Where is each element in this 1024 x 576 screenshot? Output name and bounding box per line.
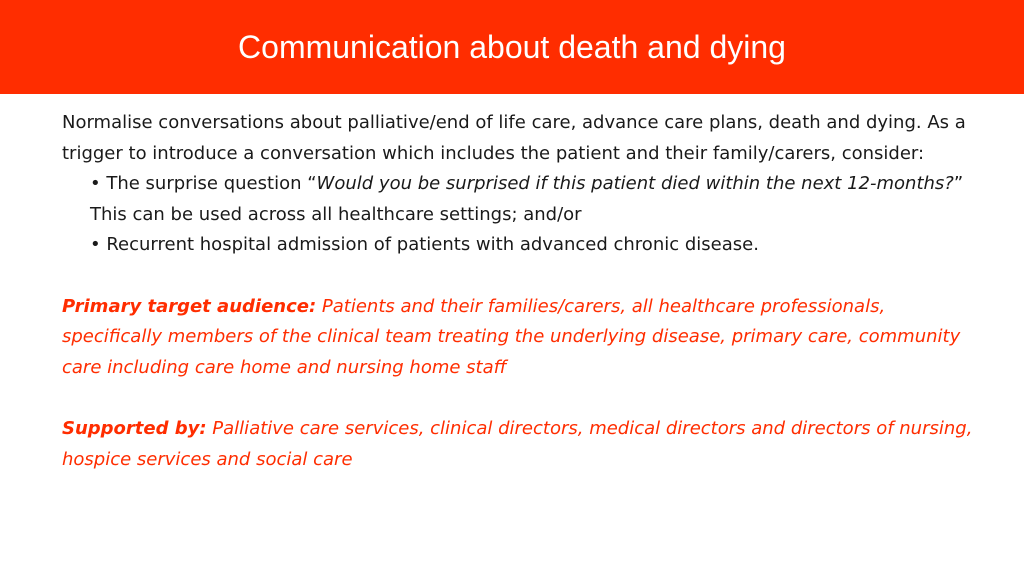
slide-title: Communication about death and dying: [238, 29, 786, 65]
intro-paragraph: Normalise conversations about palliative/end of life care, advance care plans, death and dying. As a trigger to introduce a conversation which includes the patient and their family/carers, consider:: [62, 112, 966, 164]
bullet-1-prefix: • The surprise question “: [90, 173, 317, 195]
supported-paragraph: [62, 414, 974, 475]
supported-label: Supported by:: [62, 417, 207, 439]
slide-body: [62, 108, 974, 475]
spacer: [62, 383, 974, 414]
bullet-1-question: Would you be surprised if this patient died within the next 12-months?: [316, 173, 954, 195]
audience-text: Patients and their families/carers, all healthcare professionals, specifically members of the clinical team treating the underlying disease, primary care, community care including care home and nursing home staff: [62, 295, 961, 378]
title-bar: [0, 0, 1024, 94]
spacer: [62, 261, 974, 292]
bullet-recurrent-admission: • Recurrent hospital admission of patients with advanced chronic disease.: [90, 234, 759, 256]
audience-paragraph: [62, 292, 974, 384]
bullet-1-suffix: ” This can be used across all healthcare settings; and/or: [90, 173, 964, 225]
bullet-surprise-question: [62, 169, 974, 230]
supported-text: Palliative care services, clinical directors, medical directors and directors of nursing, hospice services and social care: [62, 417, 973, 470]
audience-label: Primary target audience:: [62, 295, 317, 317]
